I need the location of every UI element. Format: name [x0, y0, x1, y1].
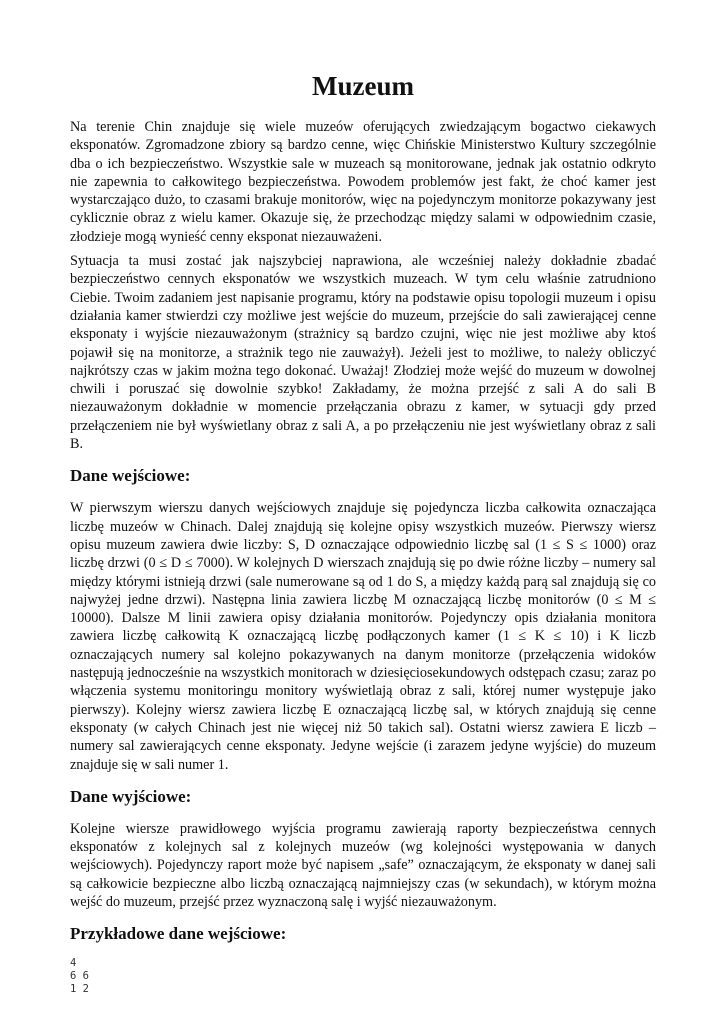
document-page: [70, 66, 656, 996]
sample-input-heading: Przykładowe dane wejściowe:: [70, 924, 287, 944]
intro-paragraph-1: Na terenie Chin znajduje się wiele muzeów oferujących zwiedzającym bogactwo ciekawych eksponatów. Zgromadzone zbiory są bardzo cenne, więc Chińskie Ministerstwo Kultury szczególnie dba o ich bezpieczeństwo. Wszystkie sale w muzeach są monitorowane, jednak jak ostatnio odkryto nie zapewnia to całkowitego bezpieczeństwa. Powodem problemów jest fakt, że choć kamer jest wystarczająco dużo, to czasami brakuje monitorów, więc na pojedynczym monitorze pokazywany jest cyklicznie obraz z wielu kamer. Okazuje się, że przechodząc między salami w odpowiednim czasie, złodzieje mogą wynieść cenny eksponat niezauważeni.: [70, 119, 656, 245]
sample-input-line: 6 6: [70, 970, 89, 983]
intro-paragraph-2: Sytuacja ta musi zostać jak najszybciej naprawiona, ale wcześniej należy dokładnie zbadać bezpieczeństwo cennych eksponatów we wszystkich muzeach. W tym celu właśnie zatrudniono Ciebie. Twoim zadaniem jest napisanie programu, który na podstawie opisu topologii muzeum i opisu działania kamer stwierdzi czy możliwe jest wejście do muzeum, przejście do sali zawierającej cenne eksponaty i wyjście niezauważonym (strażnicy są bardzo czujni, więc nie jest możliwe aby ktoś pojawił się na monitorze, a strażnik tego nie zauważył). Jeżeli jest to możliwe, to należy obliczyć najkrótszy czas w jakim można tego dokonać. Uważaj! Złodziej może wejść do muzeum w dowolnej chwili i poruszać się dowolnie szybko! Zakładamy, że można przejść z sali A do sali B niezauważonym dokładnie w momencie przełączania obrazu z kamer, w sytuacji gdy przed przełączeniem nie był wyświetlany obraz z sali A, a po przełączeniu nie jest wyświetlany obraz z sali B.: [70, 253, 656, 453]
output-description: Kolejne wiersze prawidłowego wyjścia programu zawierają raporty bezpieczeństwa cennych eksponatów z kolejnych sal z kolejnych muzeów (wg kolejności występowania w danych wejściowych). Pojedynczy raport może być napisem „safe” oznaczającym, że eksponaty w danej sali są całkowicie bezpieczne albo liczbą oznaczającą najmniejszy czas (w sekundach), w którym można wejść do muzeum, przejść przez wyznaczoną salę i wyjść niezauważonym.: [70, 820, 656, 910]
sample-input-line: 1 2: [70, 983, 89, 996]
sample-input-block: [70, 957, 656, 996]
input-heading: Dane wejściowe:: [70, 466, 191, 486]
output-heading: Dane wyjściowe:: [70, 786, 192, 806]
sample-input-line: 4: [70, 957, 77, 970]
page-title: Muzeum: [312, 71, 414, 101]
input-description: W pierwszym wierszu danych wejściowych znajduje się pojedyncza liczba całkowita oznaczająca liczbę muzeów w Chinach. Dalej znajdują się kolejne opisy wszystkich muzeów. Pierwszy wiersz opisu muzeum zawiera dwie liczby: S, D oznaczające odpowiednio liczbę sal (1 ≤ S ≤ 1000) oraz liczbę drzwi (0 ≤ D ≤ 7000). W kolejnych D wierszach znajdują się po dwie różne liczby – numery sal między którymi istnieją drzwi (sale numerowane są od 1 do S, a między każdą parą sal znajdują się co najwyżej jedne drzwi). Następna linia zawiera liczbę M oznaczającą liczbę monitorów (0 ≤ M ≤ 10000). Dalsze M linii zawiera opisy działania monitorów. Pojedynczy opis działania monitora zawiera liczbę całkowitą K oznaczającą liczbę podłączonych kamer (1 ≤ K ≤ 10) i K liczb oznaczających numery sal kolejno pokazywanych na danym monitorze (przełączenia widoków następują jednocześnie na wszystkich monitorach w dziesięciosekundowych odstępach czasu; zaraz po włączenia systemu monitoringu monitory wyświetlają obraz z sali, której numer występuje jako pierwszy). Kolejny wiersz zawiera liczbę E oznaczającą liczbę sal, w których znajdują się cenne eksponaty (w całych Chinach jest nie więcej niż 50 takich sal). Ostatni wiersz zawiera E liczb – numery sal zawierających cenne eksponaty. Jedyne wejście (i zarazem jedyne wyjście) do muzeum znajduje się w sali numer 1.: [70, 500, 656, 773]
